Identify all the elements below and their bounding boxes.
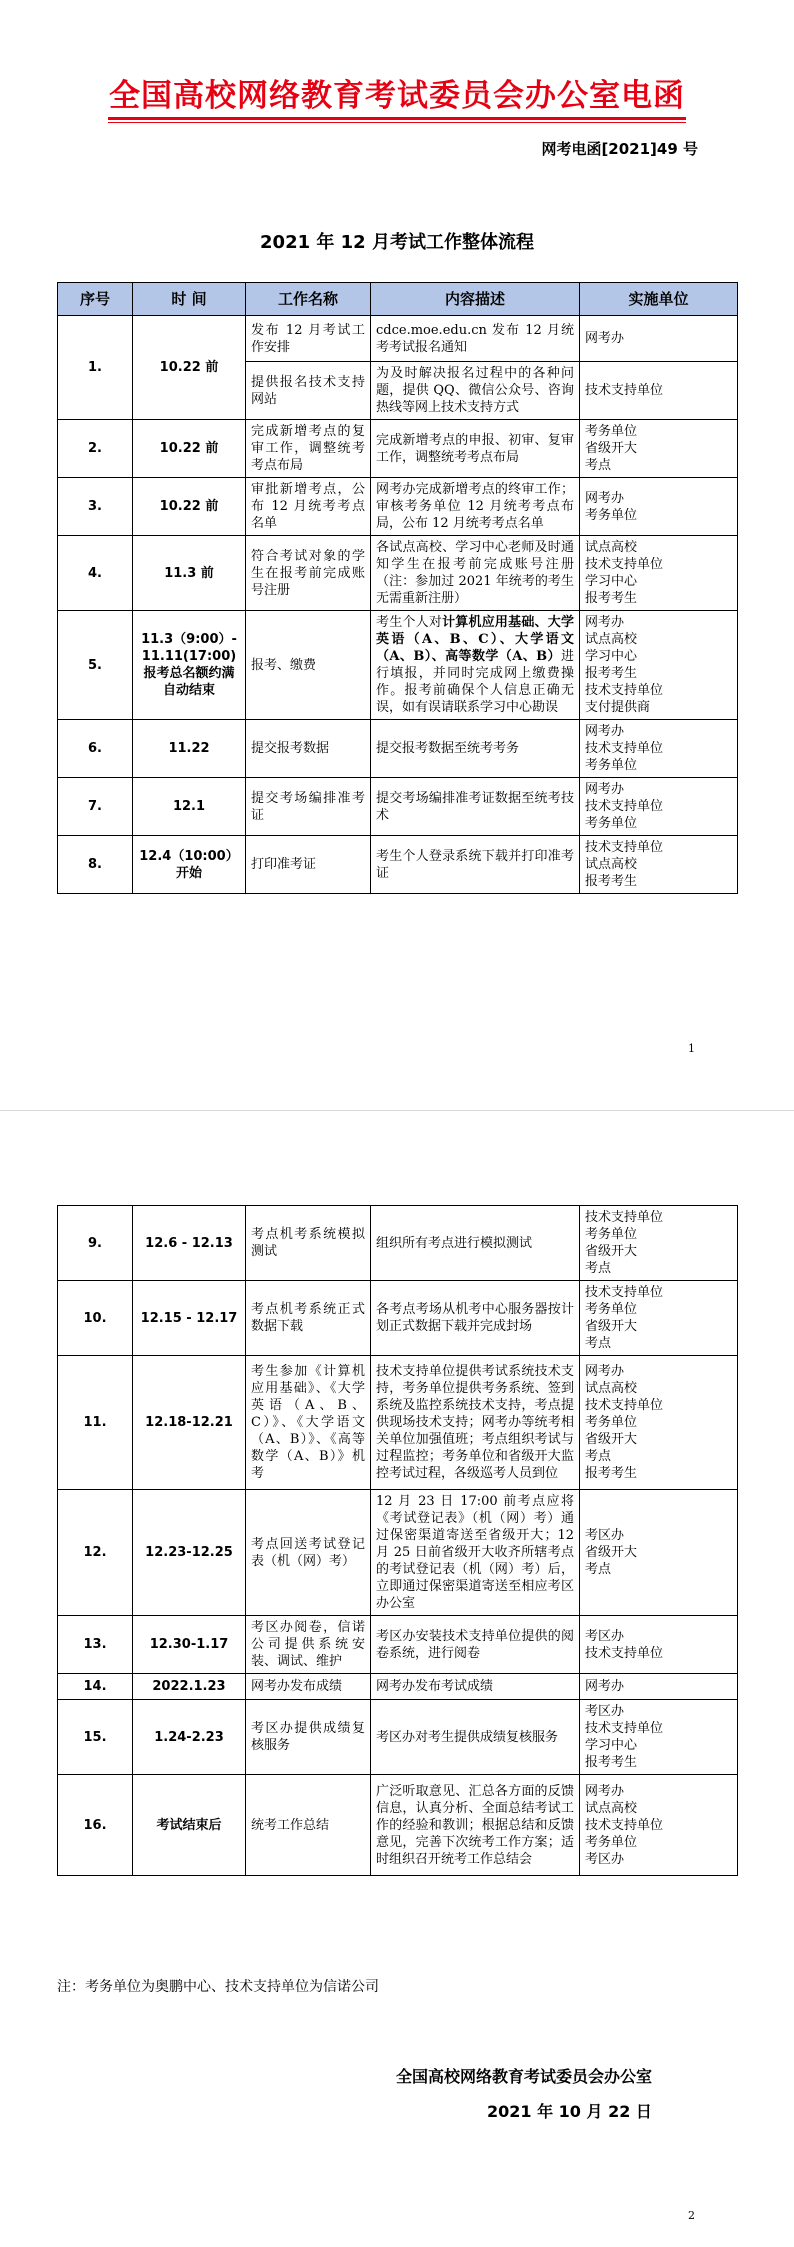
row-unit: 网考办 xyxy=(580,316,738,362)
row-unit: 考区办 技术支持单位 学习中心 报考考生 xyxy=(580,1700,738,1775)
table-row xyxy=(58,1206,738,1281)
table-row xyxy=(58,1490,738,1616)
row-seq: 2. xyxy=(58,420,133,478)
row-task-name: 审批新增考点，公布 12 月统考考点名单 xyxy=(246,478,371,536)
table-row xyxy=(58,316,738,362)
row-seq: 15. xyxy=(58,1700,133,1775)
row-time: 10.22 前 xyxy=(133,420,246,478)
table-row xyxy=(58,1356,738,1490)
row-task-name: 统考工作总结 xyxy=(246,1775,371,1876)
row-description xyxy=(371,611,580,720)
table-row xyxy=(58,611,738,720)
row-seq: 11. xyxy=(58,1356,133,1490)
row-unit: 技术支持单位 xyxy=(580,362,738,420)
row-time: 12.30-1.17 xyxy=(133,1616,246,1674)
row-task-name: 完成新增考点的复审工作，调整统考考点布局 xyxy=(246,420,371,478)
row-description: 提交报考数据至统考考务 xyxy=(371,720,580,778)
row-task-name: 考区办提供成绩复核服务 xyxy=(246,1700,371,1775)
row-seq: 16. xyxy=(58,1775,133,1876)
row-time: 12.15 - 12.17 xyxy=(133,1281,246,1356)
row-description: 组织所有考点进行模拟测试 xyxy=(371,1206,580,1281)
row-seq: 7. xyxy=(58,778,133,836)
row-time: 10.22 前 xyxy=(133,478,246,536)
signature-organization: 全国高校网络教育考试委员会办公室 xyxy=(396,2067,653,2086)
row-unit: 考区办 技术支持单位 xyxy=(580,1616,738,1674)
row-time: 1.24-2.23 xyxy=(133,1700,246,1775)
row-seq: 9. xyxy=(58,1206,133,1281)
row-time: 2022.1.23 xyxy=(133,1674,246,1700)
page-1 xyxy=(0,0,794,1110)
row-unit: 网考办 试点高校 学习中心 报考考生 技术支持单位 支付提供商 xyxy=(580,611,738,720)
row-description: 各考点考场从机考中心服务器按计划正式数据下载并完成封场 xyxy=(371,1281,580,1356)
table-header-row xyxy=(58,283,738,316)
row-task-name: 提交报考数据 xyxy=(246,720,371,778)
row-seq: 1. xyxy=(58,316,133,420)
col-header-task: 工作名称 xyxy=(246,283,371,316)
col-header-time: 时 间 xyxy=(133,283,246,316)
col-header-desc: 内容描述 xyxy=(371,283,580,316)
row-description: 各试点高校、学习中心老师及时通知学生在报考前完成账号注册（注：参加过 2021 年统考的考生无需重新注册） xyxy=(371,536,580,611)
table-row xyxy=(58,720,738,778)
row-task-name: 考区办阅卷，信诺公司提供系统安装、调试、维护 xyxy=(246,1616,371,1674)
row-unit: 技术支持单位 试点高校 报考考生 xyxy=(580,836,738,894)
row-unit: 网考办 xyxy=(580,1674,738,1700)
table-row xyxy=(58,1281,738,1356)
workflow-table-part-1 xyxy=(57,282,738,894)
row-seq: 6. xyxy=(58,720,133,778)
row-description: 广泛听取意见、汇总各方面的反馈信息，认真分析、全面总结考试工作的经验和教训；根据总结和反馈意见，完善下次统考工作方案；适时组织召开统考工作总结会 xyxy=(371,1775,580,1876)
row-description: 技术支持单位提供考试系统技术支持，考务单位提供考务系统、签到系统及监控系统技术支持，考点提供现场技术支持；网考办等统考相关单位加强值班；考点组织考试与过程监控；考务单位和省级开大监控考试过程，各级巡考人员到位 xyxy=(371,1356,580,1490)
table-row xyxy=(58,536,738,611)
row-task-name: 提交考场编排准考证 xyxy=(246,778,371,836)
row-task-name: 考点机考系统模拟测试 xyxy=(246,1206,371,1281)
row-seq: 12. xyxy=(58,1490,133,1616)
row-description: 提交考场编排准考证数据至统考技术 xyxy=(371,778,580,836)
page-number: 2 xyxy=(688,2209,695,2222)
document-number: 网考电函[2021]49 号 xyxy=(541,140,698,158)
table-body-part-2 xyxy=(58,1206,738,1876)
row-description: 网考办完成新增考点的终审工作；审核考务单位 12 月统考考点布局，公布 12 月统考考点名单 xyxy=(371,478,580,536)
row-unit: 网考办 试点高校 技术支持单位 考务单位 考区办 xyxy=(580,1775,738,1876)
description-text: 进行填报，并同时完成网上缴费操作。报考前确保个人信息正确无误，如有误请联系学习中心勘误 xyxy=(376,649,574,715)
description-text: 考生个人对 xyxy=(376,615,443,630)
table-row xyxy=(58,1700,738,1775)
row-time: 12.4（10:00）开始 xyxy=(133,836,246,894)
table-title: 2021 年 12 月考试工作整体流程 xyxy=(260,232,534,253)
col-header-unit: 实施单位 xyxy=(580,283,738,316)
row-seq: 14. xyxy=(58,1674,133,1700)
row-task-name: 符合考试对象的学生在报考前完成账号注册 xyxy=(246,536,371,611)
letterhead-rule-thin xyxy=(108,122,686,123)
row-time: 12.1 xyxy=(133,778,246,836)
row-unit: 技术支持单位 考务单位 省级开大 考点 xyxy=(580,1206,738,1281)
row-task-name: 打印准考证 xyxy=(246,836,371,894)
row-task-name: 考生参加《计算机应用基础》、《大学英语（A、B、C）》、《大学语文（A、B）》、《高等数学（A、B）》机考 xyxy=(246,1356,371,1490)
row-task-name: 报考、缴费 xyxy=(246,611,371,720)
table-row xyxy=(58,778,738,836)
row-task-name: 考点机考系统正式数据下载 xyxy=(246,1281,371,1356)
letterhead-title: 全国高校网络教育考试委员会办公室电函 xyxy=(109,78,685,114)
table-body-part-1 xyxy=(58,316,738,894)
row-seq: 10. xyxy=(58,1281,133,1356)
row-time: 12.6 - 12.13 xyxy=(133,1206,246,1281)
row-unit: 网考办 试点高校 技术支持单位 考务单位 省级开大 考点 报考考生 xyxy=(580,1356,738,1490)
table-row xyxy=(58,1674,738,1700)
row-seq: 3. xyxy=(58,478,133,536)
row-unit: 考务单位 省级开大 考点 xyxy=(580,420,738,478)
row-unit: 网考办 技术支持单位 考务单位 xyxy=(580,778,738,836)
row-time: 11.3（9:00）- 11.11(17:00) 报考总名额约满自动结束 xyxy=(133,611,246,720)
row-description: 考生个人登录系统下载并打印准考证 xyxy=(371,836,580,894)
table-row xyxy=(58,836,738,894)
row-description: 为及时解决报名过程中的各种问题，提供 QQ、微信公众号、咨询热线等网上技术支持方式 xyxy=(371,362,580,420)
row-time: 10.22 前 xyxy=(133,316,246,420)
row-task-name: 发布 12 月考试工作安排 xyxy=(246,316,371,362)
row-task-name: 提供报名技术支持网站 xyxy=(246,362,371,420)
page-number: 1 xyxy=(688,1042,695,1055)
letterhead-rule-thick xyxy=(108,117,686,120)
row-description: 考区办对考生提供成绩复核服务 xyxy=(371,1700,580,1775)
signature-date: 2021 年 10 月 22 日 xyxy=(487,2102,652,2121)
row-time: 11.22 xyxy=(133,720,246,778)
row-time: 12.18-12.21 xyxy=(133,1356,246,1490)
workflow-table-part-2 xyxy=(57,1205,738,1876)
row-unit: 网考办 技术支持单位 考务单位 xyxy=(580,720,738,778)
row-description: 完成新增考点的申报、初审、复审工作，调整统考考点布局 xyxy=(371,420,580,478)
row-description: 网考办发布考试成绩 xyxy=(371,1674,580,1700)
footnote: 注：考务单位为奥鹏中心、技术支持单位为信诺公司 xyxy=(57,1979,379,1995)
row-time: 12.23-12.25 xyxy=(133,1490,246,1616)
row-seq: 8. xyxy=(58,836,133,894)
table-row xyxy=(58,478,738,536)
row-unit: 网考办 考务单位 xyxy=(580,478,738,536)
row-task-name: 考点回送考试登记表（机（网）考） xyxy=(246,1490,371,1616)
table-row xyxy=(58,1616,738,1674)
row-unit: 试点高校 技术支持单位 学习中心 报考考生 xyxy=(580,536,738,611)
table-row xyxy=(58,420,738,478)
row-time: 11.3 前 xyxy=(133,536,246,611)
row-task-name: 网考办发布成绩 xyxy=(246,1674,371,1700)
row-seq: 13. xyxy=(58,1616,133,1674)
row-description: 考区办安装技术支持单位提供的阅卷系统，进行阅卷 xyxy=(371,1616,580,1674)
table-row xyxy=(58,1775,738,1876)
row-time: 考试结束后 xyxy=(133,1775,246,1876)
row-seq: 5. xyxy=(58,611,133,720)
page-2 xyxy=(0,1110,794,2247)
row-seq: 4. xyxy=(58,536,133,611)
col-header-seq: 序号 xyxy=(58,283,133,316)
row-description: cdce.moe.edu.cn 发布 12 月统考考试报名通知 xyxy=(371,316,580,362)
description-emphasis: 计算机应用基础、大学英语（A、B、C）、大学语文（A、B）、高等数学（A、B） xyxy=(376,615,574,664)
row-unit: 技术支持单位 考务单位 省级开大 考点 xyxy=(580,1281,738,1356)
row-unit: 考区办 省级开大 考点 xyxy=(580,1490,738,1616)
row-description: 12 月 23 日 17:00 前考点应将《考试登记表》（机（网）考）通过保密渠道寄送至省级开大；12 月 25 日前省级开大收齐所辖考点的考试登记表（机（网）考）后，立即通过保密渠道寄送至相应考区办公室 xyxy=(371,1490,580,1616)
